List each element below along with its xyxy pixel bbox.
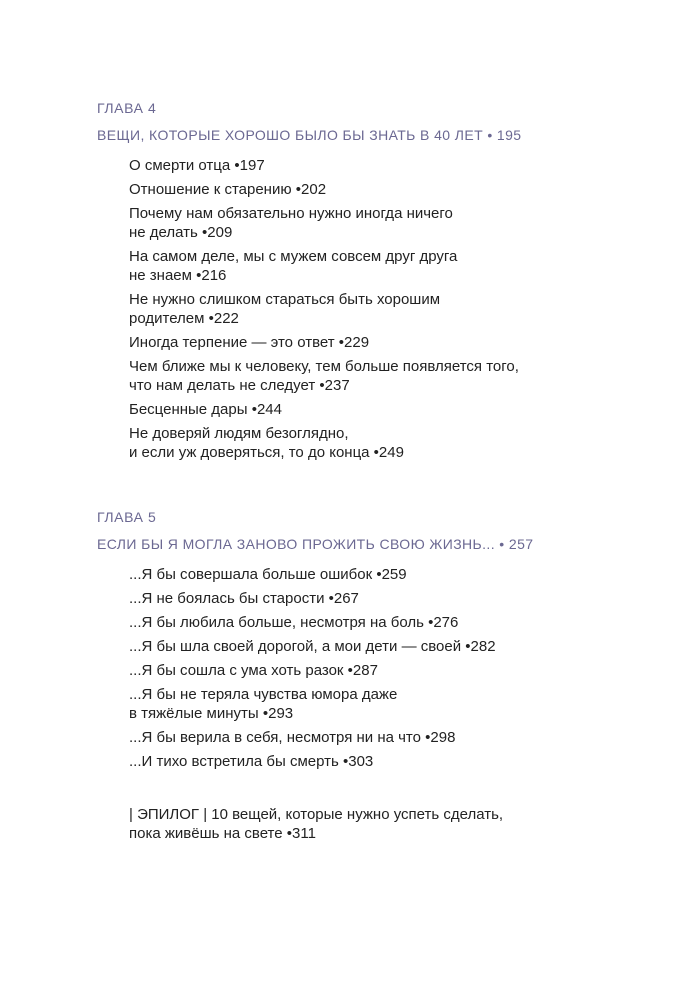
toc-entry-title: Не нужно слишком стараться быть хорошим bbox=[129, 291, 441, 308]
chapter-4-title[interactable] bbox=[97, 127, 657, 144]
chapter-4-section bbox=[97, 100, 657, 467]
toc-entry-title: Не доверяй людям безоглядно, bbox=[129, 425, 349, 442]
toc-entry[interactable] bbox=[129, 613, 549, 632]
chapter-5-toc-list bbox=[97, 565, 657, 771]
toc-entry-page-number: • 237 bbox=[315, 377, 349, 394]
chapter-4-toc-list bbox=[97, 156, 657, 462]
epilogue-line-1: | ЭПИЛОГ | 10 вещей, которые нужно успеть сделать, bbox=[129, 806, 504, 823]
toc-entry-title-continued: не знаем bbox=[129, 267, 192, 284]
epilogue-page-number: • 311 bbox=[283, 825, 316, 842]
chapter-5-title[interactable] bbox=[97, 536, 657, 553]
toc-entry[interactable] bbox=[129, 752, 549, 771]
chapter-5-section bbox=[97, 509, 657, 776]
toc-entry-title: Отношение к старению bbox=[129, 181, 292, 198]
toc-entry[interactable] bbox=[129, 424, 549, 462]
toc-entry[interactable] bbox=[129, 204, 549, 242]
toc-entry[interactable] bbox=[129, 290, 549, 328]
toc-entry-title: Иногда терпение — это ответ bbox=[129, 334, 335, 351]
toc-entry[interactable] bbox=[129, 728, 549, 747]
chapter-5-title-text: ЕСЛИ БЫ Я МОГЛА ЗАНОВО ПРОЖИТЬ СВОЮ ЖИЗНЬ... bbox=[97, 536, 496, 552]
toc-entry-page-number: • 276 bbox=[424, 614, 458, 631]
toc-entry-title: Бесценные дары bbox=[129, 401, 248, 418]
toc-entry-page-number: • 259 bbox=[372, 566, 406, 583]
toc-entry-page-number: • 267 bbox=[324, 590, 358, 607]
toc-entry-title: Чем ближе мы к человеку, тем больше появляется того, bbox=[129, 358, 519, 375]
chapter-5-page-number: 257 bbox=[508, 536, 534, 552]
toc-entry[interactable] bbox=[129, 685, 549, 723]
toc-entry-title-continued: не делать bbox=[129, 224, 198, 241]
toc-entry-page-number: • 303 bbox=[339, 753, 373, 770]
chapter-5-label: ГЛАВА 5 bbox=[97, 509, 157, 525]
toc-entry-title: ...Я бы любила больше, несмотря на боль bbox=[129, 614, 424, 631]
toc-entry-title-continued: и если уж доверяться, то до конца bbox=[129, 444, 370, 461]
toc-entry-page-number: • 197 bbox=[230, 157, 264, 174]
toc-entry-title-continued: родителем bbox=[129, 310, 205, 327]
epilogue-line-2: пока живёшь на свете bbox=[129, 825, 283, 842]
toc-entry-title: На самом деле, мы с мужем совсем друг друга bbox=[129, 248, 458, 265]
toc-entry-page-number: • 229 bbox=[335, 334, 369, 351]
toc-entry-title: ...Я бы шла своей дорогой, а мои дети — своей bbox=[129, 638, 462, 655]
toc-entry[interactable] bbox=[129, 637, 549, 656]
chapter-4-bullet: • bbox=[483, 127, 497, 143]
toc-entry-page-number: • 216 bbox=[192, 267, 226, 284]
toc-entry-title: ...Я бы верила в себя, несмотря ни на что bbox=[129, 729, 421, 746]
toc-entry-title-continued: что нам делать не следует bbox=[129, 377, 316, 394]
toc-entry[interactable] bbox=[129, 247, 549, 285]
toc-entry-page-number: • 293 bbox=[259, 705, 293, 722]
toc-entry[interactable] bbox=[129, 357, 549, 395]
epilogue-entry[interactable] bbox=[129, 805, 549, 843]
toc-entry-title: ...Я бы совершала больше ошибок bbox=[129, 566, 373, 583]
chapter-4-label: ГЛАВА 4 bbox=[97, 100, 157, 116]
toc-entry-title: О смерти отца bbox=[129, 157, 231, 174]
toc-entry-title-continued: в тяжёлые минуты bbox=[129, 705, 259, 722]
chapter-5-bullet: • bbox=[495, 536, 509, 552]
toc-entry-title: ...Я не боялась бы старости bbox=[129, 590, 325, 607]
chapter-4-title-text: ВЕЩИ, КОТОРЫЕ ХОРОШО БЫЛО БЫ ЗНАТЬ В 40 ЛЕТ bbox=[97, 127, 484, 143]
toc-entry[interactable] bbox=[129, 180, 549, 199]
toc-entry-page-number: • 287 bbox=[344, 662, 378, 679]
toc-entry-title: ...Я бы не теряла чувства юмора даже bbox=[129, 686, 398, 703]
toc-entry[interactable] bbox=[129, 661, 549, 680]
toc-entry[interactable] bbox=[129, 565, 549, 584]
toc-entry-title: ...Я бы сошла с ума хоть разок bbox=[129, 662, 344, 679]
toc-entry[interactable] bbox=[129, 333, 549, 352]
toc-entry-title: ...И тихо встретила бы смерть bbox=[129, 753, 339, 770]
toc-entry[interactable] bbox=[129, 400, 549, 419]
toc-entry-page-number: • 209 bbox=[198, 224, 232, 241]
toc-entry[interactable] bbox=[129, 156, 549, 175]
toc-entry-page-number: • 244 bbox=[248, 401, 282, 418]
toc-entry-page-number: • 249 bbox=[370, 444, 404, 461]
toc-entry-page-number: • 298 bbox=[421, 729, 455, 746]
toc-entry-page-number: • 222 bbox=[204, 310, 238, 327]
toc-entry-title: Почему нам обязательно нужно иногда ничего bbox=[129, 205, 453, 222]
toc-entry[interactable] bbox=[129, 589, 549, 608]
toc-entry-page-number: • 282 bbox=[461, 638, 495, 655]
chapter-4-page-number: 195 bbox=[496, 127, 522, 143]
toc-entry-page-number: • 202 bbox=[292, 181, 326, 198]
